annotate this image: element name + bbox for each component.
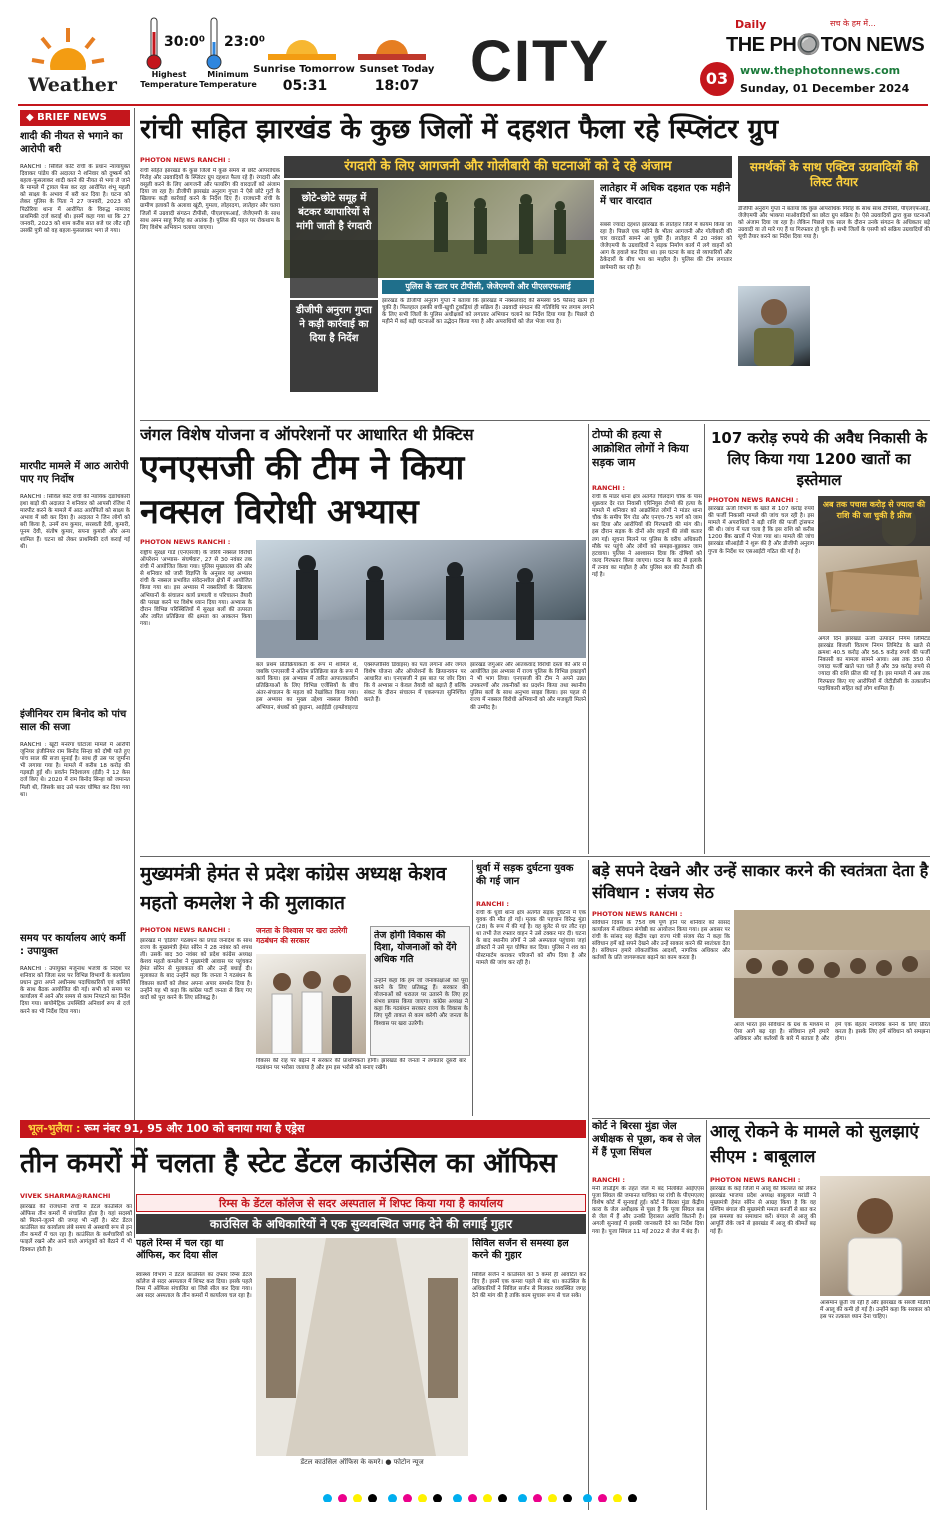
nsg-body: राष्ट्रीय सुरक्षा गार्ड (एनएसजी) के जरिये नक्सल विरोधी ऑपरेशन 'अभ्यास- संघर्षवार', 27 से 30 नवंबर तक रांची में आयोजित किया गया। पुलिस मुख्यालय की ओर से शनिवार को जारी विज्ञप्ति के अनुसार यह अभ्यास रांची के नक्सल प्रभावित संवेदनशील क्षेत्रों में आयोजित किया गया था। इस अभ्यास में नक्सलियों के खिलाफ अभियानों के संचालन कार्य प्रणाली व परिचालन तैयारी की परखा करने पर विशेष ध्यान दिया गया। अभ्यास के दौरान विभिन्न परिस्थितियों में सुरक्षा बलों की तत्परता और त्वरित प्रतिक्रिया की क्षमता का आकलन किया गया। <box>140 550 252 627</box>
cm-quote-body: उन्होंने कहा कि हम जो जनाकांक्षाओं को पूरा करने के लिए प्रतिबद्ध हैं। सरकार की योजनाओं को धरातल पर उतारने के लिए हर संभव प्रयास किया जाएगा। कांग्रेस अध्यक्ष ने कहा कि गठबंधन सरकार राज्य के विकास के लिए पूरी ताकत से काम करेगी और जनता के विश्वास पर खरा उतरेगी। <box>374 978 468 1027</box>
masthead-rule <box>18 104 928 106</box>
court-body: मनी लाउंड्रिंग के तहत जेल में बंद निलंबित आईएएस पूजा सिंघल की जमानत याचिका पर रांची के पीएमएलए विशेष कोर्ट में सुनवाई हुई। कोर्ट ने बिरसा मुंडा केंद्रीय कारा के जेल अधीक्षक से पूछा है कि पूजा सिंघल कब से जेल में हैं और उनकी हिरासत अवधि कितनी है। अगली सुनवाई में इसकी जानकारी देने का निर्देश दिया गया है। पूजा सिंघल 11 मई 2022 से जेल में बंद हैं। <box>592 1186 704 1235</box>
babulal-body: झारखंड के कई जिलों में आलू की किल्लत को लेकर झारखंड भाजपा प्रदेश अध्यक्ष बाबूलाल मरांडी ने मुख्यमंत्री हेमंत सोरेन से आग्रह किया है कि वह पश्चिम बंगाल की मुख्यमंत्री ममता बनर्जी से बात कर इस समस्या का समाधान करें। बंगाल से आलू की आपूर्ति रोके जाने से झारखंड में आलू की कीमतें बढ़ गई हैं। <box>710 1186 816 1235</box>
babulal-byline: PHOTON NEWS RANCHI : <box>710 1176 801 1184</box>
toppo-byline: RANCHI : <box>592 484 625 492</box>
brief-title: मारपीट मामले में आठ आरोपी पाए गए निर्दोष <box>20 461 129 485</box>
dgp-photo <box>738 286 810 366</box>
brief-body: RANCHI : उपायुक्त मंजूनाथ भजंत्री के निर्देश पर शनिवार को जिला स्तर पर विभिन्न विभागों के कार्यालय प्रधान द्वारा अपने अधीनस्थ पदाधिकारियों एवं कर्मियों के साथ बैठक आयोजित की गई। सभी को समय पर कार्यालय में आने और समय से काम निपटाने का निर्देश दिया गया। बायोमेट्रिक उपस्थिति अनिवार्य रूप से दर्ज करने का भी निर्देश दिया गया। <box>20 966 130 1015</box>
column-rule <box>472 860 473 1116</box>
lead-byline: PHOTON NEWS RANCHI : <box>140 156 231 164</box>
lead-side-body: सबसे ज्यादा दहशत झारखंड के लातेहार जिले में कायम किया जा रहा है। पिछले एक महीने के भीतर आगजनी और गोलीबारी की चार वारदातें सामने आ चुकी हैं। लातेहार में 20 नवंबर को जेजेएमपी के उग्रवादियों ने सड़क निर्माण कार्य में लगे वाहनों को आग के हवाले कर दिया था। इस घटना के बाद से व्यापारियों और ठेकेदारों के बीच भय का माहौल है। पुलिस की टीम लगातार छापेमारी कर रही है। <box>600 222 732 271</box>
nsg-body-2: बल प्रथम प्रतिक्रियाकर्ता के रूप में शामिल थे, जबकि एनएसजी ने अंतिम प्रतिक्रिया बल के रूप में कार्य किया। इस अभ्यास में त्वरित आपातकालीन प्रतिक्रियाओं के लिए विभिन्न एजेंसियों के बीच अंतर-संचालन के महत्व को रेखांकित किया गया। इस अभ्यास का मुख्य उद्देश्य नक्सल विरोधी अभियान, बंधकों को छुड़ाना, आईईडी (इम्प्रोवाइज्ड एक्सप्लोसिव डिवाइस) का पता लगाना और जंगल विशेष योजना और ऑपरेशनों के क्रियान्वयन पर आधारित था। एनएसजी ने इस बात पर जोर दिया कि ये अभ्यास न केवल तैयारी को बढ़ाते हैं बल्कि संकट के दौरान संचालन में एकरूपता सुनिश्चित करते हैं। <box>256 662 466 711</box>
brief-news-column <box>20 108 132 1008</box>
dental-sub2-body: सिविल सर्जन ने काउंसिल को 3 कमरे ही आवंटित कर दिए हैं। इसमें एक कमरा पहले से बंद था। काउंसिल के अधिकारियों ने सिविल सर्जन से मिलकर व्यवस्थित जगह देने की मांग की है ताकि काम सुचारू रूप से चल सके। <box>472 1272 586 1300</box>
audience-illustration <box>734 910 930 1018</box>
lead-headline: रांची सहित झारखंड के कुछ जिलों में दहशत फैला रहे स्प्लिंटर ग्रुप <box>140 114 779 145</box>
dental-sub1-body: स्वास्थ्य विभाग ने डेंटल काउंसिल का दफ्तर रिम्स डेंटल कॉलेज से सदर अस्पताल में शिफ्ट करा दिया। इसके पहले रिम्स में ऑफिस संचालित था जिसे सील कर दिया गया। अब सदर अस्पताल के तीन कमरों में कार्यालय चल रहा है। <box>136 1272 252 1300</box>
sanjay-byline: PHOTON NEWS RANCHI : <box>592 910 683 918</box>
highest-label: Highest Temperature <box>140 70 198 89</box>
crore-headline: 107 करोड़ रुपये की अवैध निकासी के लिए किया गया 1200 खातों का इस्तेमाल <box>711 429 927 489</box>
brief-title: इंजीनियर राम बिनोद को पांच साल की सजा <box>20 709 127 733</box>
babulal-headline: आलू रोकने के मामले को सुलझाएं सीएम : बाबूलाल <box>710 1122 919 1167</box>
dental-headline: तीन कमरों में चलता है स्टेट डेंटल काउंसिल का ऑफिस <box>20 1148 557 1179</box>
tagline: सच के हम में... <box>830 19 876 28</box>
sun-icon <box>30 26 106 78</box>
weather-label: Weather <box>28 74 117 96</box>
babulal-photo <box>820 1176 930 1296</box>
lead-body: रांची सहित झारखंड के कुछ जिलों में कुछ समय से छोटे आपराधिक गिरोह और उग्रवादियों के स्प्लिंटर ग्रुप दहशत फैला रहे हैं। रंगदारी और वसूली करने के लिए आगजनी और फायरिंग की वारदातों को अंजाम दिया जा रहा है। डीजीपी झारखंड अनुराग गुप्ता ने ऐसे छोटे गुटों के खिलाफ कड़ी कार्रवाई करने के निर्देश दिए हैं। राजधानी रांची के ग्रामीण इलाकों के अलावा खूंटी, गुमला, लोहरदगा, लातेहार और चतरा जिलों में उग्रवादी संगठन टीपीसी, पीएलएफआई, जेजेएमपी के साथ साथ अमन साहू गिरोह का आतंक है। पुलिस की पहल पर रोकथाम के लिए विशेष अभियान चलाया जाएगा। <box>140 168 280 231</box>
lead-callout-1: छोटे-छोटे समूह में बंटकर व्यापारियों से मांगी जाती है रंगदारी <box>290 188 378 298</box>
highest-temp: 30:0⁰ <box>164 34 205 50</box>
section-rule <box>140 856 930 857</box>
dental-kicker: रूम नंबर 91, 95 और 100 को बनाया गया है एड्रेस <box>84 1122 305 1135</box>
sanjay-headline: बड़े सपने देखने और उन्हें साकार करने की स्वतंत्रता देता है संविधान : संजय सेठ <box>592 861 929 902</box>
leaders-illustration <box>256 954 366 1054</box>
dental-sub2-headline: सिविल सर्जन से समस्या हल करने की गुहार <box>472 1238 569 1261</box>
person-silhouette <box>738 286 810 366</box>
dental-kicker-bar <box>20 1120 586 1138</box>
brief-title: शादी की नीयत से भगाने का आरोपी बरी <box>20 131 123 155</box>
thermometer-icon <box>146 16 162 72</box>
brief-body: RANCHI : सिविल कोर्ट रांची के प्रधान न्यायायुक्त दिवाकर पांडेय की अदालत ने शनिवार को दुष्कर्म को बहला-फुसलाकर शादी करने की नीयत से भगा ले जाने के मामले में ट्रायल फेस कर रहा आरोपित शंभू महली को साक्ष्य के अभाव में बरी कर दिया है। घटना को लेकर पुलिस के पिता ने 27 जनवरी, 2023 को पिठोरिया थाना में आरोपित के विरुद्ध नामजद प्राथमिकी दर्ज कराई थी। इसमें कहा गया था कि 27 जनवरी, 2023 को शाम करीब सात बजे घर लौट रही उसकी पुत्री को वह बहला-फुसलाकर भगा ले गया। <box>20 164 130 234</box>
page-number: 03 <box>700 62 734 96</box>
lead-box-body: डीजीपी अनुराग गुप्ता ने बताया कि कुछ आपराधिक गिरोह के साथ साथ टीपीसी, पीएलएफआई, जेजेएमपी और भाकपा माओवादियों का छोटा ग्रुप सक्रिय है। ऐसे उग्रवादियों द्वारा कुछ घटनाओं को अंजाम दिया जा रहा है। लेकिन पिछले एक साल के दौरान उनके संगठन के अधिकतर बड़े उग्रवादी या तो मारे गए हैं या गिरफ्तार हो चुके हैं। सभी जिलों के एसपी को सक्रिय उग्रवादियों की सूची तैयार करने का निर्देश दिया गया है। <box>738 206 930 241</box>
nsg-kicker: जंगल विशेष योजना व ऑपरेशनों पर आधारित थी प्रैक्टिस <box>140 425 474 444</box>
lead-strip: रंगदारी के लिए आगजनी और गोलीबारी की घटनाओं को दे रहे अंजाम <box>284 156 732 178</box>
babulal-body-2: आसमान छूती जा रही है और झारखंड के सब्जी मंडियों में आलू की कमी हो गई है। उन्होंने कहा कि सरकार को इस पर तत्काल ध्यान देना चाहिए। <box>820 1300 930 1321</box>
sunrise-icon <box>268 26 336 60</box>
publication-date: Sunday, 01 December 2024 <box>740 82 910 95</box>
minimum-temp: 23:0⁰ <box>224 34 265 50</box>
nsg-body-3: झारखंड जगुआर और आतंकवाद विरोधी दस्ता की ओर से आयोजित इस अभ्यास में राज्य पुलिस के विभिन्न इकाइयों ने भी भाग लिया। एनएसजी की टीम ने अपने उन्नत उपकरणों और तकनीकों का प्रदर्शन किया तथा स्थानीय पुलिस बलों के साथ अनुभव साझा किया। इस पहल से राज्य में नक्सल विरोधी अभियानों को और मजबूती मिलने की उम्मीद है। <box>470 662 586 711</box>
cm-body-2: विकास की राह पर बढ़ाने में सरकार की प्राथमिकता होगी। झारखंड की जनता ने लगातार दूसरी बार गठबंधन पर भरोसा जताया है और हम इस भरोसे को बनाए रखेंगे। <box>256 1058 466 1072</box>
dental-photo <box>256 1238 468 1456</box>
thermometer-icon <box>206 16 222 72</box>
section-title: CITY <box>470 29 611 94</box>
dental-byline: VIVEK SHARMA@RANCHI <box>20 1192 111 1200</box>
lead-side-headline: लातेहार में अधिक दहशत एक महीने में चार वारदात <box>600 183 731 207</box>
toppo-headline: टोप्पो की हत्या से आक्रोशित लोगों ने किया सड़क जाम <box>592 428 689 469</box>
accident-byline: RANCHI : <box>476 900 509 908</box>
cm-photo-caption: जनता के विश्वास पर खरा उतरेगी गठबंधन की सरकार <box>256 926 348 945</box>
masthead <box>0 0 945 104</box>
sunset-icon <box>358 26 426 60</box>
lead-photo-caption: पुलिस के रडार पर टीपीसी, जेजेएमपी और पीएलएफआई <box>382 280 594 294</box>
dental-sub1-headline: पहले रिम्स में चल रहा था ऑफिस, कर दिया सील <box>136 1238 224 1261</box>
accident-body: रांची के धुर्वा थाना क्षेत्र अंतर्गत सड़क दुर्घटना में एक युवक की मौत हो गई। मृतक की पहचान विरेन्द्र मुंडा (28) के रूप में की गई है। वह बुलेट से घर लौट रहा था तभी तेज रफ्तार वाहन ने उसे टक्कर मार दी। घटना के बाद स्थानीय लोगों ने उसे अस्पताल पहुंचाया जहां डॉक्टरों ने उसे मृत घोषित कर दिया। पुलिस ने शव का पोस्टमार्टम कराकर परिजनों को सौंप दिया है और मामले की जांच कर रही है। <box>476 910 586 966</box>
website: www.thephotonnews.com <box>740 64 901 77</box>
cm-body: झारखंड में 'इंडिया' गठबंधन का प्रचंड जनादेश के साथ राज्य के मुख्यमंत्री हेमंत सोरेन ने 28 नवंबर को शपथ ली। उसके बाद 30 नवंबर को प्रदेश कांग्रेस अध्यक्ष केशव महतो कमलेश ने मुख्यमंत्री आवास पर पहुंचकर हेमंत सोरेन से मुलाकात की और उन्हें बधाई दी। मुलाकात के बाद उन्होंने कहा कि जनता ने गठबंधन के विकास कार्यों को लेकर अपना अपार समर्थन दिया है। उन्होंने यह भी कहा कि कांग्रेस पार्टी जनता से किए गए वादों को पूरा करने के लिए प्रतिबद्ध है। <box>140 938 252 1001</box>
crore-byline: PHOTON NEWS RANCHI : <box>708 496 799 504</box>
sanjay-body: संविधान दिवस के 75वें वर्ष पूर्ण होने पर शनिवार को सांसद कार्यालय में संविधान संगोष्ठी का आयोजन किया गया। इस अवसर पर रांची के सांसद सह केंद्रीय रक्षा राज्य मंत्री संजय सेठ ने कहा कि संविधान हमें बड़े सपने देखने और उन्हें साकार करने की स्वतंत्रता देता है। संविधान हमारे लोकतांत्रिक आदर्शों, नागरिक अधिकार और कर्तव्यों के प्रति जागरूकता बढ़ाने का काम करता है। <box>592 920 730 962</box>
color-registration-dots <box>100 1488 860 1502</box>
crore-body-2: अगले दिन झारखंड ऊर्जा उत्पादन निगम लिमिटेड झारखंड बिजली वितरण निगम लिमिटेड के खाते से क्रमशः 40.5 करोड़ और 56.5 करोड़ रुपये की फर्जी निकासी का मामला सामने आया। अब तक 350 से ज्यादा फर्जी खाते पता चले हैं और 39 करोड़ रुपये से ज्यादा की राशि फ्रीज की गई है। इस मामले में अब तक गिरफ्तार किए गए आरोपियों में जेटीडीसी के तत्कालीन पदाधिकारी सहित कई लोग शामिल हैं। <box>818 636 930 692</box>
brief-news-label: ◆ BRIEF NEWS <box>20 110 130 126</box>
sanjay-body-2: आज भारत इस संविधान के ग्रंथ के माध्यम से ऐसा आगे बढ़ रहा है। संविधान हमें हमारे अधिकार और कर्तव्यों के बारे में बताता है और हमें एक बेहतर नागरिक बनने के लिए प्रेरित करता है। इसके लिए हमें संविधान को समझना होगा। <box>734 1022 930 1043</box>
cm-byline: PHOTON NEWS RANCHI : <box>140 926 231 934</box>
toppo-body: रांची के मांडर थाना क्षेत्र अंतर्गत चिलदाग चौक के पास शुक्रवार देर रात निवासी एरिनियुस टोप्पो की हत्या के मामले में शनिवार को आक्रोशित लोगों ने मांडर थाना चौक के समीप रिंग रोड और एनएच-75 मार्ग को जाम कर दिया और आरोपियों की गिरफ्तारी की मांग की। इस दौरान सड़क के दोनों ओर वाहनों की लंबी कतार लग गई। सूचना मिलने पर पुलिस के वरीय अधिकारी मौके पर पहुंचे और लोगों को समझा-बुझाकर जाम हटवाया। पुलिस ने आश्वासन दिया कि दोषियों को जल्द गिरफ्तार किया जाएगा। घटना के बाद से इलाके में तनाव का माहौल है और पुलिस बल की तैनाती की गई है। <box>592 494 702 579</box>
daily-label: Daily <box>735 18 767 31</box>
dental-strip-2: काउंसिल के अधिकारियों ने एक सुव्यवस्थित जगह देने की लगाई गुहार <box>136 1214 586 1234</box>
sunset-time: 18:07 <box>374 78 420 94</box>
dental-kicker-label: भूल-भुलैया : <box>28 1122 81 1135</box>
money-caption: अब तक पचास करोड़ से ज्यादा की राशि की जा चुकी है फ्रीज <box>818 496 930 546</box>
cm-photo <box>256 954 366 1054</box>
brief-body: RANCHI : सिविल कोर्ट रांची की न्यायिक दंडाधिकारी इशा बाड़ो की अदालत ने शनिवार को आपसी रंजिश में मारपीट करने के मामले में आठ आरोपितों को साक्ष्य के अभाव में बरी कर दिया है। अदालत ने जिन लोगों को बरी किया है, उनमें राम कुमार, सरस्वती देवी, कुमारी, पूनम देवी, संतोष कुमार, सपना कुमारी और अन्य शामिल हैं। घटना को लेकर प्राथमिकी दर्ज कराई गई थी। <box>20 494 130 550</box>
column-rule <box>706 1120 707 1510</box>
cm-quote-headline: तेज होगी विकास की दिशा, योजनाओं को देंगे अधिक गति <box>374 930 457 965</box>
person-silhouette <box>820 1176 930 1296</box>
nsg-byline: PHOTON NEWS RANCHI : <box>140 538 231 546</box>
lead-body-2: झारखंड के डीजीपी अनुराग गुप्ता ने बताया कि झारखंड में नक्सलवाद की समस्या 95 फीसद खत्म हो चुकी है। फिलहाल इसकी बची-खुची टुकड़ियां ही सक्रिय हैं। उग्रवादी संगठन की गतिविधि पर लगाम लगाने के लिए सभी जिलों के पुलिस अधीक्षकों को लगातार अभियान चलाने का निर्देश दिया गया है। पिछले दो महीने में कई बड़ी घटनाओं का उद्भेदन किया गया है और अपराधियों को जेल भेजा गया है। <box>382 298 594 326</box>
dental-body: झारखंड की राजधानी रांची में डेंटल काउंसिल का ऑफिस तीन कमरों में संचालित होता है। यहां सदस्यों को मिलने-जुलने की जगह भी नहीं है। स्टेट डेंटल काउंसिल का कार्यालय लंबे समय से अस्थायी रूप से इन तीन कमरों में चल रहा है। काउंसिल के कर्मचारियों को फाइलें रखने और आने वाले आगंतुकों को बैठाने में भी दिक्कत होती है। <box>20 1204 132 1253</box>
paper-name: THE PH🔘TON NEWS <box>726 34 925 56</box>
brief-news-icon: ◆ <box>26 112 38 123</box>
crore-body: झारखंड ऊर्जा विभाग के खाते से 107 करोड़ रुपये की फर्जी निकासी मामले की जांच चल रही है। इस मामले में अपराधियों ने बड़ी राशि की फर्जी ट्रांसफर की थी। जांच में पता चला है कि इस राशि को करीब 1200 बैंक खातों में भेजा गया था। मामले की जांच झारखंड सीआईडी ने शुरू की है और डीजीपी अनुराग गुप्ता के निर्देश पर एसआईटी गठित की गई है। <box>708 506 814 555</box>
sunset-label: Sunset Today <box>359 64 435 75</box>
cm-headline: मुख्यमंत्री हेमंत से प्रदेश कांग्रेस अध्यक्ष केशव महतो कमलेश ने की मुलाकात <box>140 863 447 914</box>
nsg-headline-line2: नक्सल विरोधी अभ्यास <box>140 492 419 532</box>
minimum-label: Minimum Temperature <box>199 70 257 89</box>
column-rule <box>588 860 589 1510</box>
accident-headline: धुर्वा में सड़क दुर्घटना युवक की गई जान <box>476 863 574 887</box>
sunrise-label: Sunrise Tomorrow <box>253 64 355 75</box>
column-rule <box>134 108 135 1238</box>
court-headline: कोर्ट ने बिरसा मुंडा जेल अधीक्षक से पूछा, कब से जेल में हैं पूजा सिंघल <box>592 1121 701 1158</box>
brief-body: RANCHI : खूंटी मनरेगा घोटाला मामले में आरोपी जूनियर इंजीनियर राम बिनोद सिन्हा को दोषी पाते हुए पांच साल की सजा सुनाई है। साथ ही उस पर जुर्माना भी लगाया गया है। मामले में करीब 18 करोड़ की गड़बड़ी हुई थी। प्रवर्तन निदेशालय (ईडी) ने 12 केस दर्ज किए थे। 2020 में राम बिनोद सिन्हा को जमानत मिली थी, जिसके बाद उसे फरार घोषित कर दिया गया था। <box>20 742 130 798</box>
column-rule <box>588 424 589 854</box>
office-corridor-illustration <box>256 1238 468 1456</box>
lead-box-headline: समर्थकों के साथ एक्टिव उग्रवादियों की लिस्ट तैयार <box>738 156 930 202</box>
section-rule <box>592 1118 930 1119</box>
dental-strip-1: रिम्स के डेंटल कॉलेज से सदर अस्पताल में शिफ्ट किया गया है कार्यालय <box>136 1194 586 1212</box>
sanjay-photo <box>734 910 930 1018</box>
lead-callout-2: डीजीपी अनुराग गुप्ता ने कड़ी कार्रवाई का दिया है निर्देश <box>290 300 378 392</box>
nsg-headline-line1: एनएसजी की टीम ने किया <box>140 448 465 488</box>
training-illustration <box>256 540 586 658</box>
nsg-photo <box>256 540 586 658</box>
sunrise-time: 05:31 <box>282 78 328 94</box>
brief-title: समय पर कार्यालय आएं कर्मी : उपायुक्त <box>20 933 126 957</box>
column-rule <box>704 424 705 854</box>
court-byline: RANCHI : <box>592 1176 625 1184</box>
section-rule <box>140 420 930 421</box>
dental-photo-caption: डेंटल काउंसिल ऑफिस के कमरे। ● फोटोन न्यूज <box>300 1458 424 1466</box>
